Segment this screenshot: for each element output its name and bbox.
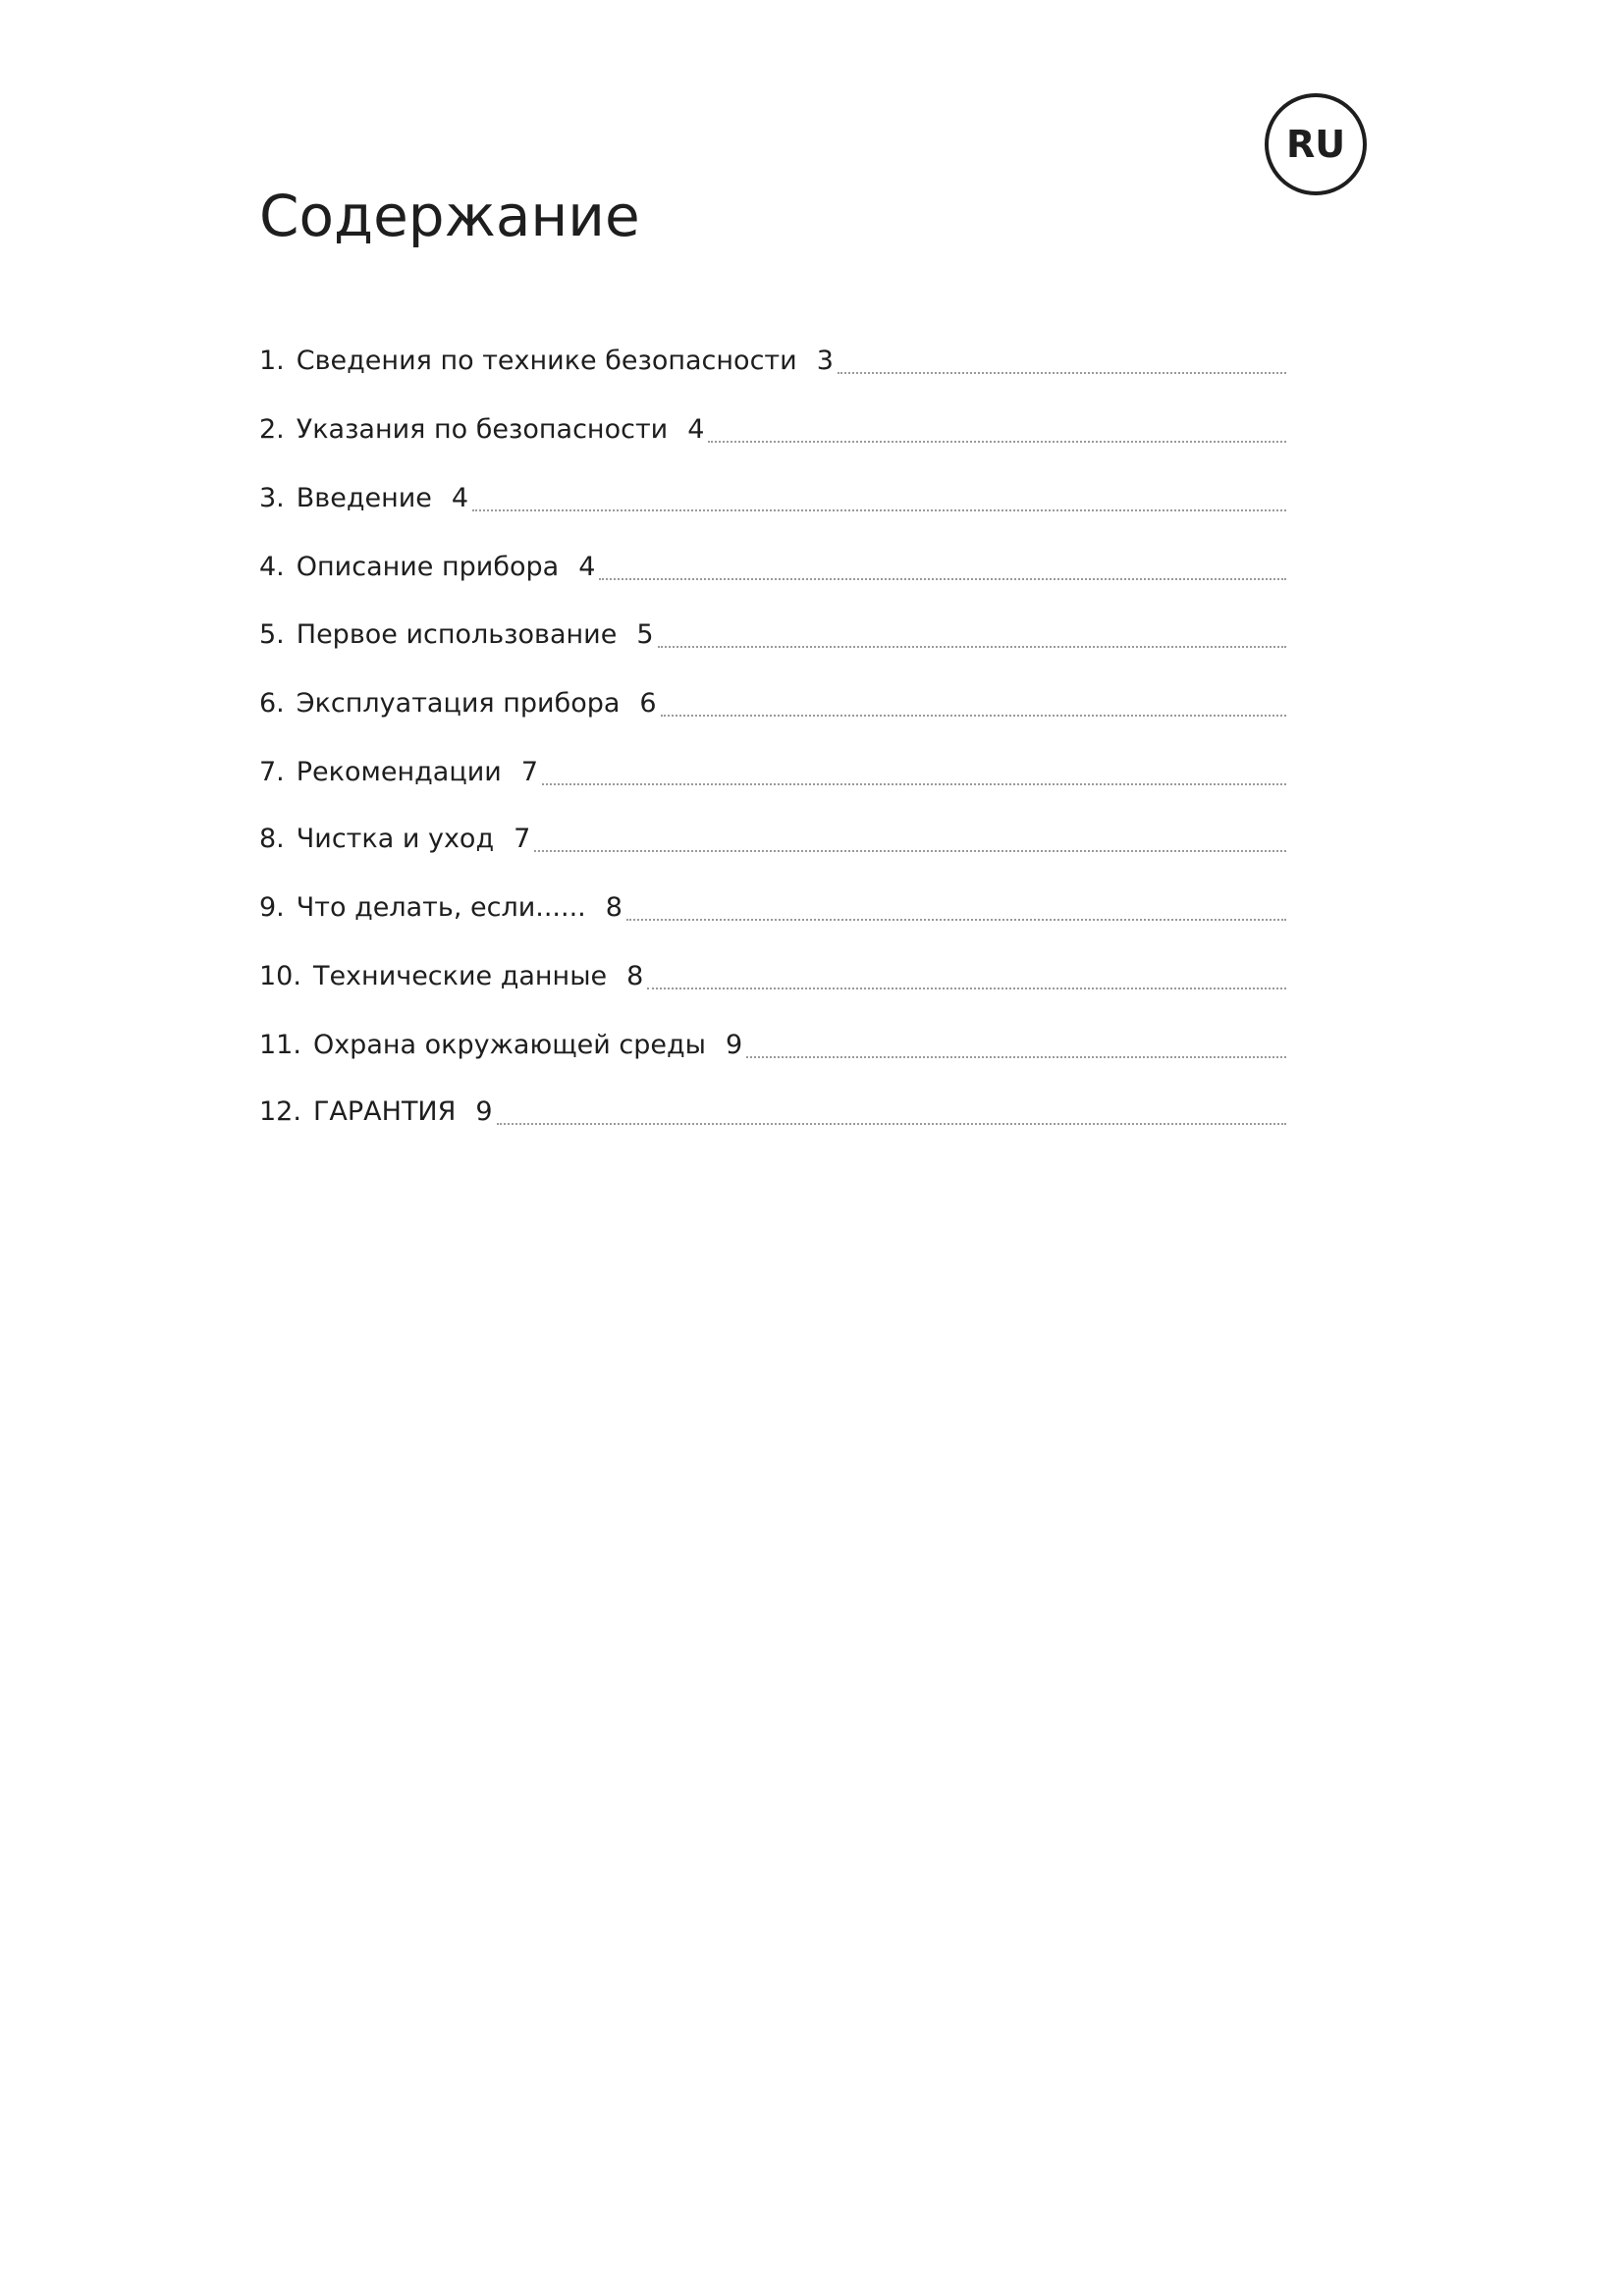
- toc-entry-page: 8: [626, 961, 644, 991]
- toc-entry-10[interactable]: [259, 954, 1286, 993]
- toc-entry-label: Сведения по технике безопасности: [296, 346, 797, 376]
- toc-entry-6[interactable]: [259, 681, 1286, 721]
- toc-entry-4[interactable]: [259, 545, 1286, 584]
- toc-entry-label: Указания по безопасности: [296, 414, 669, 445]
- toc-dot-leader: [658, 646, 1286, 648]
- table-of-contents: [259, 0, 1286, 2296]
- toc-entry-label: ГАРАНТИЯ: [312, 1096, 457, 1127]
- toc-dot-leader: [661, 715, 1286, 717]
- toc-entry-page: 4: [451, 483, 469, 513]
- language-badge: RU: [1265, 93, 1367, 195]
- toc-entry-12[interactable]: [259, 1090, 1286, 1129]
- toc-entry-text: [259, 756, 538, 789]
- toc-entry-label: Рекомендации: [296, 757, 502, 787]
- toc-entry-number: 9.: [259, 892, 285, 923]
- toc-entry-text: [259, 551, 595, 584]
- toc-entry-label: Чистка и уход: [296, 824, 495, 854]
- toc-entry-number: 1.: [259, 346, 285, 376]
- toc-dot-leader: [534, 850, 1286, 852]
- toc-entry-label: Что делать, если......: [296, 892, 586, 923]
- toc-entry-number: 2.: [259, 414, 285, 445]
- toc-entry-number: 4.: [259, 552, 285, 582]
- toc-entry-text: [259, 482, 468, 515]
- toc-entry-text: [259, 618, 654, 652]
- toc-entry-7[interactable]: [259, 750, 1286, 789]
- toc-entry-page: 8: [605, 892, 623, 923]
- toc-entry-page: 7: [520, 757, 538, 787]
- toc-entry-number: 11.: [259, 1030, 301, 1060]
- toc-entry-page: 5: [636, 619, 654, 650]
- toc-entry-3[interactable]: [259, 476, 1286, 515]
- toc-entry-text: [259, 960, 643, 993]
- toc-dot-leader: [599, 578, 1286, 580]
- toc-entry-label: Описание прибора: [296, 552, 560, 582]
- toc-dot-leader: [838, 372, 1286, 374]
- toc-entry-number: 3.: [259, 483, 285, 513]
- toc-entry-number: 6.: [259, 688, 285, 719]
- toc-dot-leader: [626, 919, 1286, 921]
- toc-entry-label: Первое использование: [296, 619, 618, 650]
- toc-entry-number: 7.: [259, 757, 285, 787]
- toc-entry-text: [259, 1029, 742, 1062]
- toc-entry-page: 4: [578, 552, 596, 582]
- toc-entry-text: [259, 891, 623, 925]
- toc-entry-page: 9: [475, 1096, 493, 1127]
- toc-dot-leader: [497, 1123, 1286, 1125]
- toc-entry-9[interactable]: [259, 885, 1286, 925]
- toc-entry-label: Технические данные: [312, 961, 608, 991]
- toc-entry-text: [259, 413, 704, 447]
- toc-dot-leader: [746, 1056, 1286, 1058]
- toc-entry-number: 5.: [259, 619, 285, 650]
- toc-entry-page: 7: [514, 824, 531, 854]
- toc-entry-text: [259, 687, 657, 721]
- toc-entry-text: [259, 345, 834, 378]
- toc-entry-page: 4: [687, 414, 705, 445]
- toc-entry-label: Охрана окружающей среды: [312, 1030, 706, 1060]
- toc-entry-5[interactable]: [259, 613, 1286, 652]
- toc-entry-11[interactable]: [259, 1023, 1286, 1062]
- toc-dot-leader: [647, 988, 1286, 989]
- page-title: Содержание: [259, 183, 640, 249]
- toc-entry-number: 12.: [259, 1096, 301, 1127]
- toc-entry-1[interactable]: [259, 339, 1286, 378]
- toc-entry-label: Эксплуатация прибора: [296, 688, 621, 719]
- toc-entry-page: 9: [725, 1030, 743, 1060]
- toc-entry-number: 10.: [259, 961, 301, 991]
- toc-entry-label: Введение: [296, 483, 432, 513]
- toc-entry-text: [259, 823, 530, 856]
- toc-dot-leader: [542, 783, 1286, 785]
- toc-dot-leader: [708, 441, 1286, 443]
- toc-entry-8[interactable]: [259, 817, 1286, 856]
- toc-entry-page: 6: [639, 688, 657, 719]
- toc-entry-page: 3: [816, 346, 834, 376]
- toc-entry-text: [259, 1095, 493, 1129]
- toc-entry-2[interactable]: [259, 407, 1286, 447]
- toc-entry-number: 8.: [259, 824, 285, 854]
- toc-dot-leader: [472, 509, 1286, 511]
